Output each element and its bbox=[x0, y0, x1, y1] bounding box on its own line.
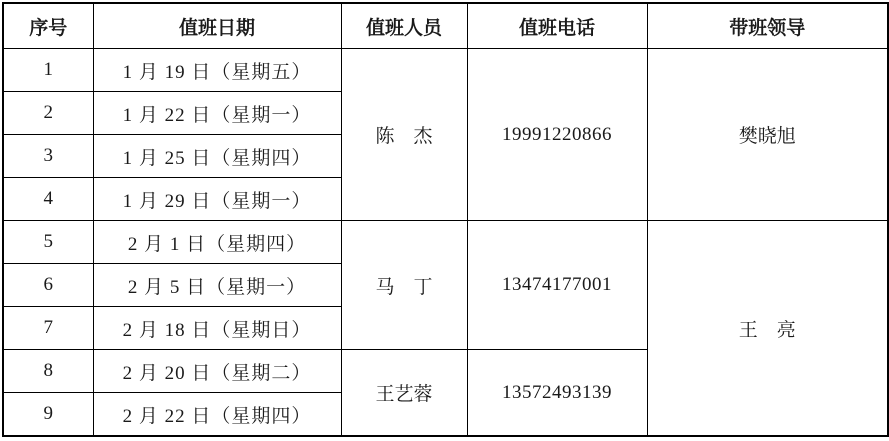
seq-cell: 7 bbox=[3, 307, 93, 350]
header-row bbox=[3, 3, 888, 49]
seq-cell: 4 bbox=[3, 178, 93, 221]
header-phone: 值班电话 bbox=[467, 3, 647, 49]
leader-cell-group2: 王 亮 bbox=[647, 221, 888, 436]
table-row bbox=[3, 49, 888, 92]
seq-cell: 9 bbox=[3, 393, 93, 436]
date-cell: 1 月 29 日（星期一） bbox=[93, 178, 341, 221]
date-cell: 2 月 20 日（星期二） bbox=[93, 350, 341, 393]
table-row bbox=[3, 221, 888, 264]
header-leader: 带班领导 bbox=[647, 3, 888, 49]
header-date: 值班日期 bbox=[93, 3, 341, 49]
person-cell-group3: 王艺蓉 bbox=[341, 350, 467, 436]
leader-cell-group1: 樊晓旭 bbox=[647, 49, 888, 221]
seq-cell: 6 bbox=[3, 264, 93, 307]
date-cell: 1 月 22 日（星期一） bbox=[93, 92, 341, 135]
seq-cell: 1 bbox=[3, 49, 93, 92]
date-cell: 2 月 22 日（星期四） bbox=[93, 393, 341, 436]
phone-cell-group1: 19991220866 bbox=[467, 49, 647, 221]
person-cell-group2: 马 丁 bbox=[341, 221, 467, 350]
date-cell: 1 月 25 日（星期四） bbox=[93, 135, 341, 178]
seq-cell: 5 bbox=[3, 221, 93, 264]
person-cell-group1: 陈 杰 bbox=[341, 49, 467, 221]
date-cell: 1 月 19 日（星期五） bbox=[93, 49, 341, 92]
document-page bbox=[0, 2, 889, 441]
seq-cell: 3 bbox=[3, 135, 93, 178]
header-seq: 序号 bbox=[3, 3, 93, 49]
phone-cell-group2: 13474177001 bbox=[467, 221, 647, 350]
phone-cell-group3: 13572493139 bbox=[467, 350, 647, 436]
header-person: 值班人员 bbox=[341, 3, 467, 49]
duty-schedule-table bbox=[2, 2, 889, 437]
seq-cell: 2 bbox=[3, 92, 93, 135]
date-cell: 2 月 1 日（星期四） bbox=[93, 221, 341, 264]
seq-cell: 8 bbox=[3, 350, 93, 393]
date-cell: 2 月 18 日（星期日） bbox=[93, 307, 341, 350]
date-cell: 2 月 5 日（星期一） bbox=[93, 264, 341, 307]
